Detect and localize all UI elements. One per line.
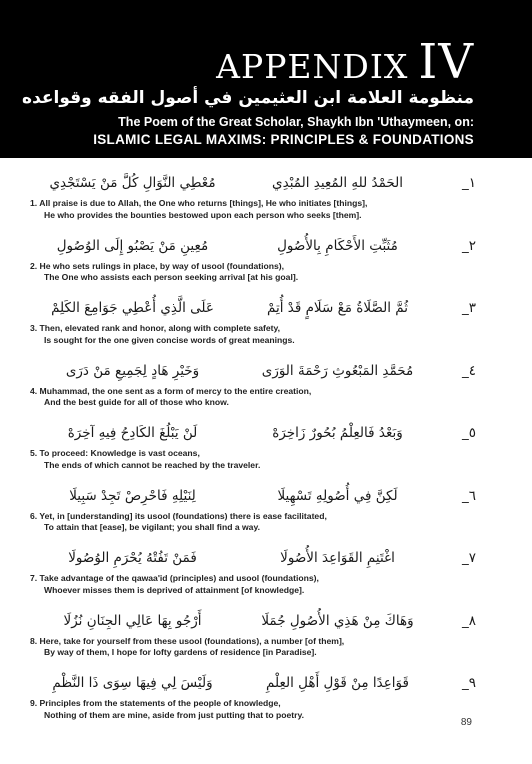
verse	[30, 481, 476, 544]
first-hemistich: وَهَاكَ مِنْ هَذِي الأُصُولِ جُمَلَا	[261, 612, 414, 629]
verse	[30, 668, 476, 731]
appendix-word: APPENDIX	[216, 47, 409, 86]
translation-line-1: 6. Yet, in [understanding] its usool (foundations) there is ease facilitated,	[30, 510, 327, 521]
translation-line-1: 4. Muhammad, the one sent as a form of mercy to the entire creation,	[30, 385, 312, 396]
verse	[30, 543, 476, 606]
verse	[30, 293, 476, 356]
english-title: The Poem of the Great Scholar, Shaykh Ibn 'Uthaymeen, on:	[118, 115, 474, 129]
verse	[30, 231, 476, 294]
translation-line-2: Nothing of them are mine, aside from just putting that to poetry.	[44, 709, 305, 720]
arabic-verse	[30, 293, 476, 323]
first-hemistich: مُثَبِّتِ الأَحْكَامِ بِالأُصُولِ	[277, 237, 398, 254]
verse-translation	[30, 511, 476, 534]
translation-line-1: 7. Take advantage of the qawaa'id (principles) and usool (foundations),	[30, 573, 319, 583]
first-hemistich: لَكِنَّ فِي أُصُولِهِ تَسْهِيلَا	[277, 487, 398, 504]
verse	[30, 418, 476, 481]
verse	[30, 356, 476, 419]
translation-line-2: By way of them, I hope for lofty gardens of residence [in Paradise].	[44, 647, 317, 657]
second-hemistich: أَرْجُو بِهَا عَالِي الجِنَانِ نُزُلَا	[63, 612, 202, 629]
verse	[30, 606, 476, 669]
arabic-verse	[30, 543, 476, 573]
first-hemistich: مُحَمَّدِ المَبْعُوثِ رَحْمَةَ الوَرَى	[261, 362, 414, 379]
second-hemistich: فَمَنْ تَفُتْهُ يُحْرَمِ الوُصُولَا	[68, 550, 197, 566]
translation-line-2: The ends of which cannot be reached by the traveler.	[44, 459, 261, 470]
arabic-verse	[30, 481, 476, 511]
arabic-verse	[30, 168, 476, 198]
verse-number: ٥_	[461, 425, 476, 441]
verse-number: ٩_	[461, 675, 476, 691]
verse-number: ١_	[461, 175, 476, 191]
second-hemistich: عَلَى الَّذِي أُعْطِي جَوَامِعَ الكَلِمْ	[51, 300, 214, 316]
verse-translation	[30, 448, 476, 471]
page-number: 89	[460, 717, 472, 728]
english-title-block	[93, 114, 474, 148]
verse-translation	[30, 261, 476, 284]
translation-line-2: Is sought for the one given concise words of great meanings.	[44, 334, 295, 345]
verse-number: ٣_	[461, 300, 476, 316]
arabic-verse	[30, 231, 476, 261]
arabic-verse	[30, 668, 476, 698]
verse-number: ٤_	[461, 362, 476, 379]
first-hemistich: وَبَعْدُ فَالعِلْمُ بُحُورٌ زَاخِرَهْ	[272, 425, 403, 441]
verse-list	[30, 168, 476, 731]
translation-line-2: To attain that [ease], be vigilant; you shall find a way.	[44, 522, 260, 532]
arabic-verse	[30, 356, 476, 386]
second-hemistich: وَخَيْرِ هَادٍ لِجَمِيعِ مَنْ دَرَى	[65, 362, 200, 379]
first-hemistich: اغْتَنِمِ القَوَاعِدَ الأُصُولَا	[280, 550, 395, 566]
second-hemistich: لِنَيْلِهِ فَاحْرِصْ تَجِدْ سَبِيلَا	[69, 487, 196, 504]
translation-line-2: The One who assists each person seeking arrival [at his goal].	[44, 272, 299, 282]
arabic-verse	[30, 418, 476, 448]
verse-translation	[30, 636, 476, 659]
translation-line-1: 3. Then, elevated rank and honor, along with complete safety,	[30, 323, 281, 333]
translation-line-2: He who provides the bounties bestowed upon each person who seeks [them].	[44, 209, 362, 220]
second-hemistich: وَلَيْسَ لِي فِيهَا سِوَى ذَا النَّظْمِ	[52, 675, 213, 691]
translation-line-2: And the best guide for all of those who know.	[44, 397, 229, 407]
verse-number: ٦_	[461, 487, 476, 504]
second-hemistich: مُعْطِي النَّوَالِ كُلَّ مَنْ يَسْتَجْدِي	[49, 175, 216, 191]
first-hemistich: ثُمَّ الصَّلَاةُ مَعْ سَلَامٍ قَدْ أُتِمْ	[266, 300, 409, 316]
translation-line-1: 1. All praise is due to Allah, the One who returns [things], He who initiates [things],	[30, 198, 368, 208]
verse-number: ٨_	[461, 612, 476, 629]
verse-translation	[30, 323, 476, 346]
first-hemistich: الحَمْدُ للهِ المُعِيدِ المُبْدِي	[272, 175, 403, 191]
arabic-verse	[30, 606, 476, 636]
translation-line-1: 9. Principles from the statements of the people of knowledge,	[30, 698, 281, 708]
verse-translation	[30, 573, 476, 596]
header-banner	[0, 0, 532, 158]
verse-translation	[30, 198, 476, 221]
english-subtitle: ISLAMIC LEGAL MAXIMS: PRINCIPLES & FOUNDATIONS	[93, 132, 474, 147]
translation-line-1: 8. Here, take for yourself from these usool (foundations), a number [of them],	[30, 635, 345, 646]
verse-translation	[30, 386, 476, 409]
verse-number: ٢_	[461, 237, 476, 254]
appendix-heading	[216, 34, 474, 90]
verse-number: ٧_	[461, 550, 476, 566]
verse	[30, 168, 476, 231]
translation-line-2: Whoever misses them is deprived of attainment [of knowledge].	[44, 584, 305, 595]
first-hemistich: قَوَاعِدًا مِنْ قَوْلِ أَهْلِ العِلْمِ	[266, 675, 409, 691]
verse-translation	[30, 698, 476, 721]
translation-line-1: 5. To proceed: Knowledge is vast oceans,	[30, 448, 200, 458]
arabic-title: منظومة العلامة ابن العثيمين في أصول الفقه وقواعده	[22, 88, 474, 108]
second-hemistich: لَنْ يَبْلُغَ الكَادِحُ فِيهِ آخِرَهْ	[67, 425, 198, 441]
translation-line-1: 2. He who sets rulings in place, by way of usool (foundations),	[30, 260, 285, 271]
second-hemistich: مُعِينِ مَنْ يَصْبُو إِلَى الوُصُولِ	[56, 237, 209, 254]
appendix-number: IV	[418, 34, 474, 90]
